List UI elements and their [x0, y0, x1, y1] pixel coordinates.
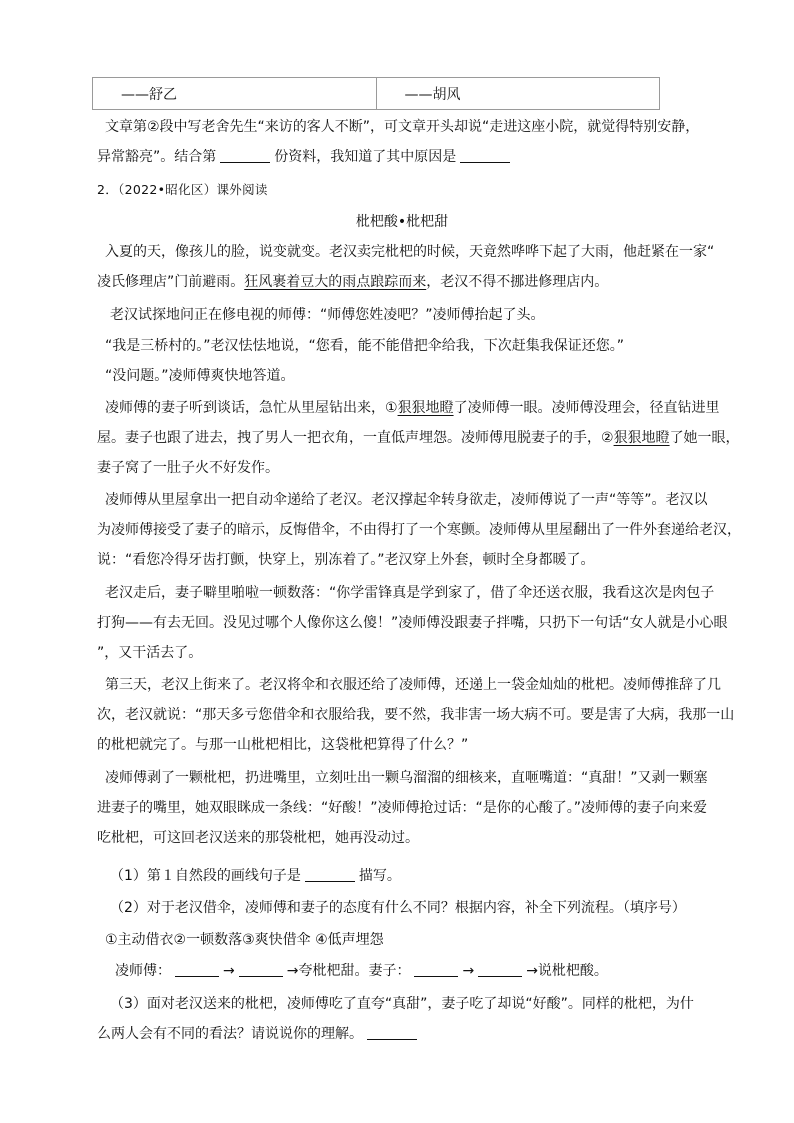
answer-blank[interactable] — [305, 867, 355, 882]
section-source: 2．（2022•昭化区）课外阅读 — [97, 182, 268, 197]
underlined-phrase-2: 狠狠地瞪 — [613, 430, 670, 446]
paragraph-5-line-1: 凌师傅的妻子听到谈话，急忙从里屋钻出来，①狠狠地瞪了凌师傅一眼。凌师傅没理会，径直钻进里 — [105, 400, 720, 416]
underlined-phrase-1: 狠狠地瞪 — [397, 400, 454, 416]
question-2: （2）对于老汉借伞，凌师傅和妻子的态度有什么不同？根据内容，补全下列流程。（填序号） — [110, 900, 686, 916]
question-2-flow: 凌师傅： → →夸枇杷甜。妻子： → →说枇杷酸。 — [115, 963, 608, 979]
paragraph-3: “我是三桥村的。”老汉怯怯地说，“您看，能不能借把伞给我，下次赶集我保证还您。” — [105, 338, 625, 354]
question-3-line-2: 么两人会有不同的看法？请说说你的理解。 — [97, 1024, 707, 1044]
prev-question-line-1: 文章第②段中写老舍先生“来访的客人不断”，可文章开头却说“走进这座小院，就觉得特别安静， — [105, 119, 700, 135]
underlined-sentence: 狂风裹着豆大的雨点踉踪而来 — [244, 274, 427, 290]
answer-blank[interactable] — [367, 1025, 417, 1040]
paragraph-9-line-2: 进妻子的嘴里，她双眼眯成一条线：“好酸！”凌师傅抢过话：“是你的心酸了。”凌师傅的妻子向来爱 — [97, 800, 708, 816]
paragraph-2: 老汉试探地问正在修电视的师傅：“师傅您姓凌吧？”凌师傅抬起了头。 — [110, 307, 545, 323]
paragraph-9-line-3: 吃枇杷，可这回老汉送来的那袋枇杷，她再没动过。 — [97, 830, 419, 846]
paragraph-8-line-3: 的枇杷就完了。与那一山枇杷相比，这袋枇杷算得了什么？” — [97, 737, 469, 753]
paragraph-5-line-3: 妻子窝了一肚子火不好发作。 — [97, 460, 279, 476]
table-cell-hu-feng: ——胡风 — [376, 78, 660, 109]
paragraph-7-line-3: ”，又干活去了。 — [97, 645, 203, 661]
answer-blank[interactable] — [460, 148, 510, 163]
paragraph-9-line-1: 凌师傅剥了一颗枇杷，扔进嘴里，立刻吐出一颗乌溜溜的细核来，直咂嘴道：“真甜！”又剥一颗塞 — [105, 770, 708, 786]
question-3-line-1: （3）面对老汉送来的枇杷，凌师傅吃了直夸“真甜”，妻子吃了却说“好酸”。同样的枇杷，为什 — [110, 996, 694, 1012]
question-2-options: ①主动借衣②一顿数落③爽快借伞 ④低声埋怨 — [105, 932, 384, 948]
passage-title: 枇杷酸•枇杷甜 — [355, 214, 449, 230]
paragraph-6-line-3: 说：“看您冷得牙齿打颤，快穿上，别冻着了。”老汉穿上外套，顿时全身都暖了。 — [97, 552, 595, 568]
question-1: （1）第１自然段的画线句子是 描写。 — [110, 868, 401, 884]
prev-question-line-2: 异常豁亮”。结合第 份资料，我知道了其中原因是 — [97, 147, 707, 167]
paragraph-8-line-1: 第三天，老汉上街来了。老汉将伞和衣服还给了凌师傅，还递上一袋金灿灿的枇杷。凌师傅推辞了几 — [105, 677, 721, 693]
flow-blank[interactable] — [175, 962, 219, 977]
paragraph-4: “没问题。”凌师傅爽快地答道。 — [105, 368, 295, 384]
paragraph-6-line-1: 凌师傅从里屋拿出一把自动伞递给了老汉。老汉撑起伞转身欲走，凌师傅说了一声“等等”。老汉以 — [105, 492, 708, 508]
answer-blank[interactable] — [220, 148, 270, 163]
paragraph-1-line-2: 凌氏修理店”门前避雨。狂风裹着豆大的雨点踉踪而来，老汉不得不挪进修理店内。 — [97, 274, 609, 290]
flow-blank[interactable] — [239, 962, 283, 977]
flow-blank[interactable] — [478, 962, 522, 977]
paragraph-8-line-2: 次，老汉就说：“那天多亏您借伞和衣服给我，要不然，我非害一场大病不可。要是害了大病，我那一山 — [97, 707, 735, 723]
quote-table — [92, 77, 660, 110]
paragraph-7-line-1: 老汉走后，妻子噼里啪啦一顿数落：“你学雷锋真是学到家了，借了伞还送衣服，我看这次是肉包子 — [105, 585, 715, 601]
flow-blank[interactable] — [414, 962, 458, 977]
paragraph-7-line-2: 打狗——有去无回。没见过哪个人像你这么傻！”凌师傅没跟妻子拌嘴，只扔下一句话“女人就是小心眼 — [97, 615, 728, 631]
paragraph-1-line-1: 入夏的天，像孩儿的脸，说变就变。老汉卖完枇杷的时候，天竟然哗哗下起了大雨，他赶紧在一家“ — [105, 244, 715, 260]
table-cell-shu-yi: ——舒乙 — [121, 86, 177, 103]
paragraph-5-line-2: 屋。妻子也跟了进去，拽了男人一把衣角，一直低声埋怨。凌师傅甩脱妻子的手，②狠狠地瞪了她一眼， — [97, 430, 740, 446]
paragraph-6-line-2: 为凌师傅接受了妻子的暗示，反悔借伞，不由得打了一个寒颤。凌师傅从里屋翻出了一件外套递给老汉， — [97, 522, 741, 538]
